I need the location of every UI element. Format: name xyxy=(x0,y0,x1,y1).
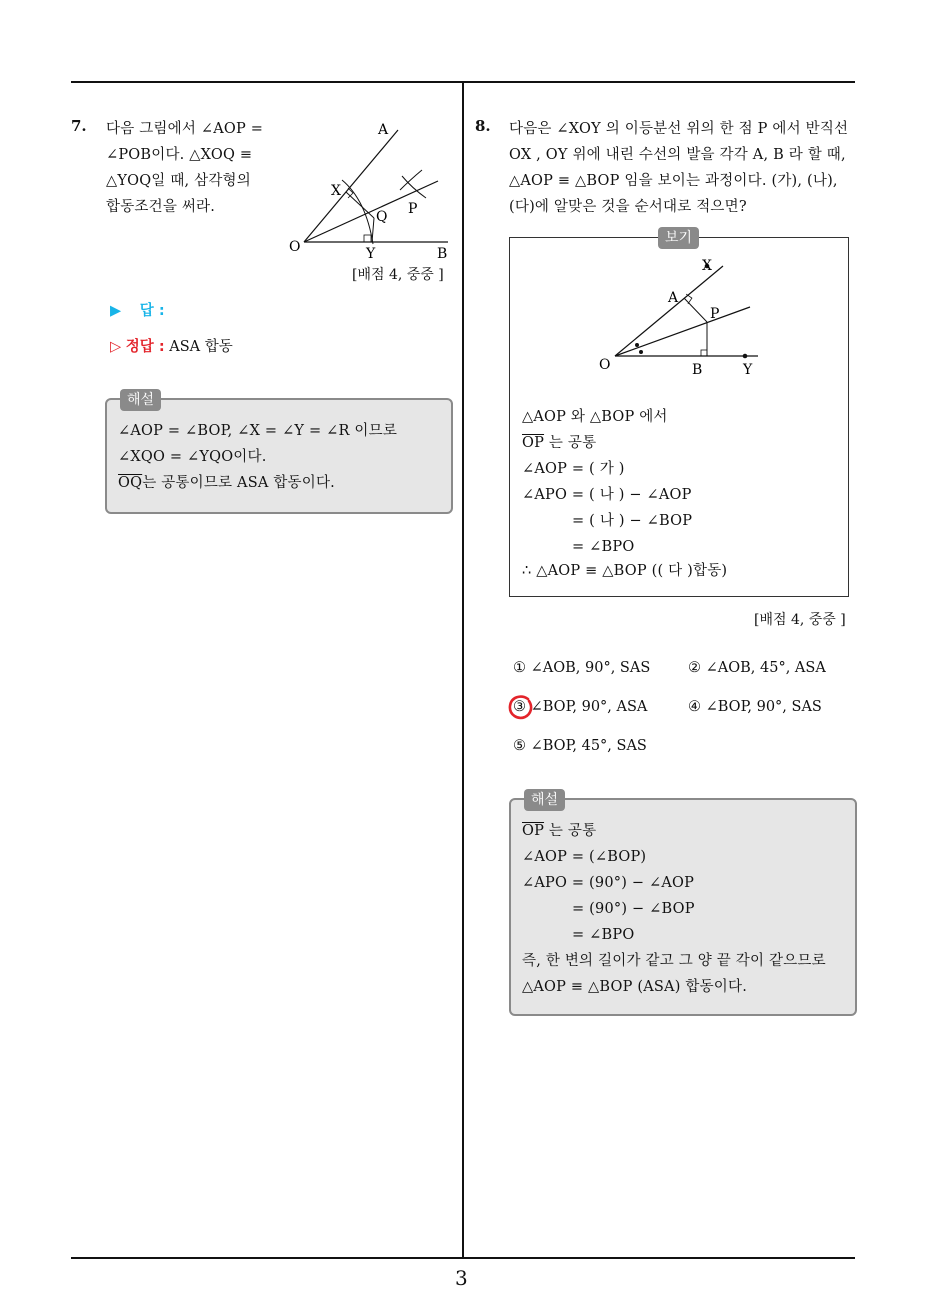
q8-line: 다음은 ∠XOY 의 이등분선 위의 한 점 P 에서 반직선 xyxy=(509,121,849,137)
q7-explain-rest: 는 공통이므로 ASA 합동이다. xyxy=(142,475,335,491)
choice-text: ∠BOP, 45°, SAS xyxy=(530,738,647,754)
q8-label-p: P xyxy=(710,306,720,322)
q8-number: 8. xyxy=(475,117,491,135)
choice-number: ③ xyxy=(513,699,526,715)
q8-explain-line: = (90°) − ∠BOP xyxy=(572,901,695,917)
q8-label-x: X xyxy=(702,258,712,274)
q7-correct-label: 정답 : xyxy=(125,339,165,355)
bogi-line-rest: 는 공통 xyxy=(544,435,597,451)
choice-1[interactable] xyxy=(513,660,650,676)
q7-explanation-text xyxy=(118,418,448,496)
q7-label-x: X xyxy=(331,183,341,199)
choice-text: ∠AOB, 45°, ASA xyxy=(705,660,826,676)
choice-number: ⑤ xyxy=(513,738,526,754)
q8-explain-line: △AOP ≡ △BOP (ASA) 합동이다. xyxy=(522,979,747,995)
q8-explain-line: ∠APO = (90°) − ∠AOP xyxy=(522,875,695,891)
choice-number: ② xyxy=(688,660,701,676)
choice-text: ∠BOP, 90°, ASA xyxy=(530,699,648,715)
correct-arrow-icon: ▷ xyxy=(110,338,122,355)
overline-segment: $\overline{OQ}$ xyxy=(118,475,143,491)
choice-text: ∠BOP, 90°, SAS xyxy=(705,699,822,715)
bogi-line: ∴ △AOP ≡ △BOP (( 다 )합동) xyxy=(522,563,728,579)
q8-label-b: B xyxy=(692,362,703,378)
q8-bogi-tag: 보기 xyxy=(658,227,699,249)
q7-answer-row xyxy=(110,299,165,320)
q7-explain-line: ∠XQO = ∠YQO이다. xyxy=(118,449,267,465)
q8-question-text xyxy=(509,116,859,220)
choice-2[interactable] xyxy=(688,660,826,676)
q7-explain-line: ∠AOP = ∠BOP, ∠X = ∠Y = ∠R 이므로 xyxy=(118,423,398,439)
bogi-line: ∠AOP = ( 가 ) xyxy=(522,461,625,477)
q7-question-text xyxy=(106,116,276,220)
choice-number: ① xyxy=(513,660,526,676)
q7-correct-value: ASA 합동 xyxy=(169,339,233,355)
choice-5[interactable] xyxy=(513,738,647,754)
q7-label-y: Y xyxy=(366,246,376,262)
bogi-line: △AOP 와 △BOP 에서 xyxy=(522,409,668,425)
bogi-line xyxy=(522,430,842,456)
q7-score: [배점 4, 중중 ] xyxy=(352,267,444,283)
bogi-line: ∠APO = ( 나 ) − ∠AOP xyxy=(522,487,692,503)
q7-figure xyxy=(280,118,460,268)
q7-correct-row xyxy=(110,335,233,356)
q8-explain-line: = ∠BPO xyxy=(572,927,635,943)
q7-line: ∠POB이다. △XOQ ≡ xyxy=(106,147,253,163)
q7-label-o: O xyxy=(289,239,301,255)
q8-line: △AOP ≡ △BOP 임을 보이는 과정이다. (가), (나), xyxy=(509,173,838,189)
q7-label-b: B xyxy=(437,246,448,262)
choice-text: ∠AOB, 90°, SAS xyxy=(530,660,651,676)
q7-line: 합동조건을 써라. xyxy=(106,199,216,215)
q8-explanation-tag: 해설 xyxy=(524,789,565,811)
q8-line: (다)에 알맞은 것을 순서대로 적으면? xyxy=(509,199,747,215)
q8-figure xyxy=(590,252,780,382)
answer-arrow-icon: ▶ xyxy=(110,303,122,319)
q8-line: OX , OY 위에 내린 수선의 발을 각각 A, B 라 할 때, xyxy=(509,147,846,163)
q7-line: 다음 그림에서 ∠AOP = xyxy=(106,121,264,137)
q7-label-q: Q xyxy=(376,209,388,225)
q7-answer-label: 답 : xyxy=(139,303,165,319)
correct-circle-icon xyxy=(506,693,536,723)
q7-explanation-tag: 해설 xyxy=(120,389,161,411)
q8-score: [배점 4, 중중 ] xyxy=(754,612,846,628)
q8-label-o: O xyxy=(599,357,611,373)
bogi-line: = ∠BPO xyxy=(572,539,635,555)
q8-explain-line xyxy=(522,818,852,844)
column-divider xyxy=(462,83,464,1257)
choice-number: ④ xyxy=(688,699,701,715)
q8-explain-rest: 는 공통 xyxy=(544,823,597,839)
q8-label-y: Y xyxy=(743,362,753,378)
q7-label-p: P xyxy=(408,201,418,217)
q8-bogi-text xyxy=(522,404,842,582)
bottom-rule xyxy=(71,1257,855,1259)
q7-number: 7. xyxy=(71,117,87,135)
overline-segment: $\overline{OP}$ xyxy=(522,435,545,451)
q7-explain-line xyxy=(118,470,448,496)
page-number: 3 xyxy=(455,1266,468,1290)
q7-label-a: A xyxy=(378,122,389,138)
q8-label-a: A xyxy=(668,290,679,306)
q7-line: △YOQ일 때, 삼각형의 xyxy=(106,173,251,189)
choice-4[interactable] xyxy=(688,699,822,715)
q8-explain-line: ∠AOP = (∠BOP) xyxy=(522,849,647,865)
q8-explain-line: 즉, 한 변의 길이가 같고 그 양 끝 각이 같으므로 xyxy=(522,953,826,969)
overline-segment: $\overline{OP}$ xyxy=(522,823,545,839)
q8-explanation-text xyxy=(522,818,852,1000)
bogi-line: = ( 나 ) − ∠BOP xyxy=(572,513,693,529)
